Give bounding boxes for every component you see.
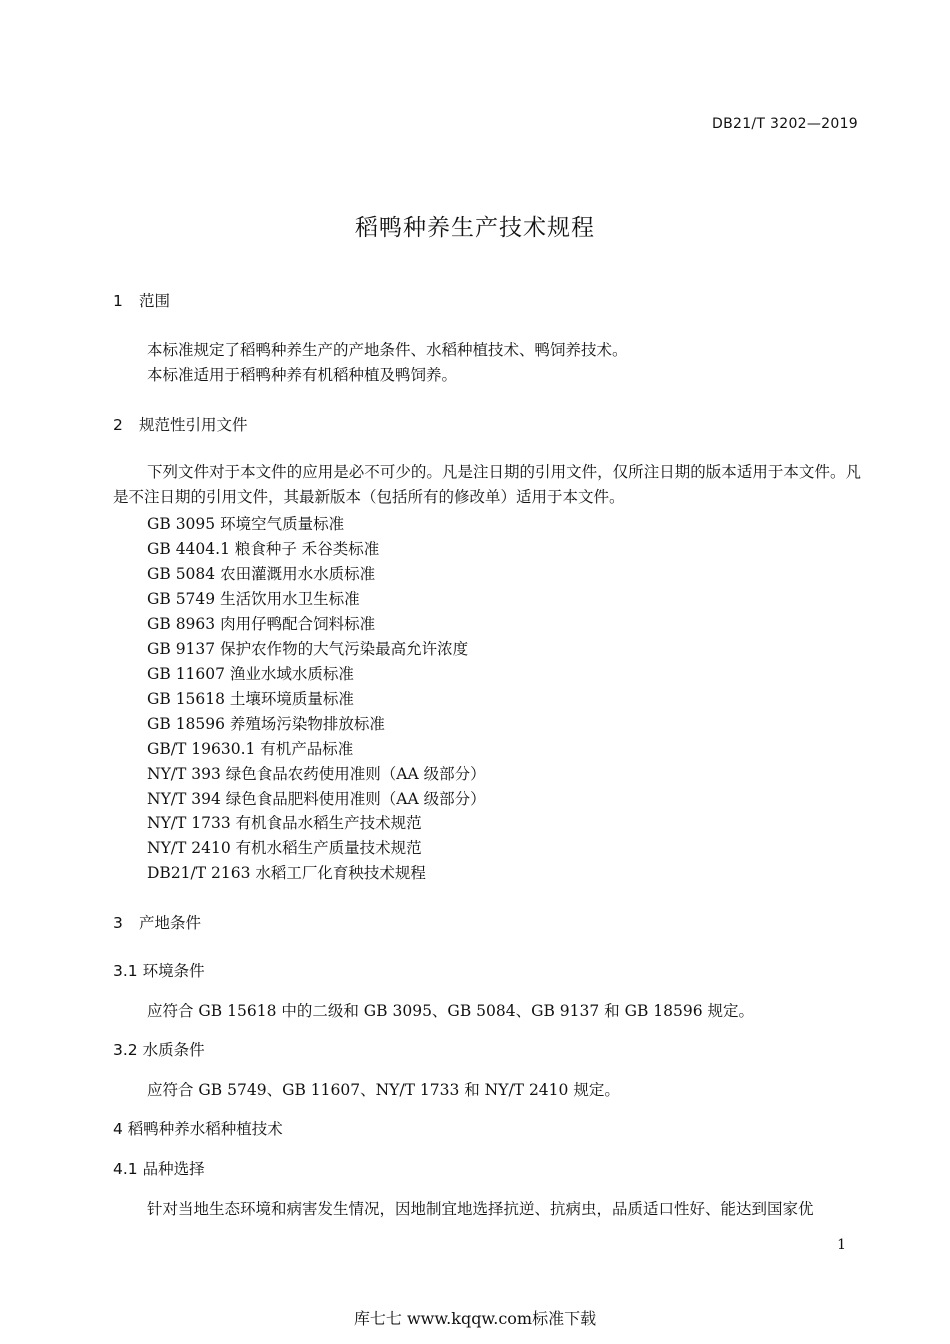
reference-item: NY/T 393 绿色食品农药使用准则（AA 级部分） [147,765,486,783]
paragraph: 本标准规定了稻鸭种养生产的产地条件、水稻种植技术、鸭饲养技术。 [147,341,628,359]
subsection-3-1-heading: 3.1 环境条件 [113,962,205,980]
reference-item: GB 5084 农田灌溉用水水质标准 [147,565,376,583]
section-number: 1 [113,292,123,310]
reference-item: GB 3095 环境空气质量标准 [147,515,345,533]
section-1-heading [113,289,170,311]
section-title: 范围 [139,292,171,310]
section-number: 2 [113,416,123,434]
footer-watermark: 库七七 www.kqqw.com标准下载 [353,1309,597,1328]
reference-item: GB 18596 养殖场污染物排放标准 [147,715,385,733]
section-title: 产地条件 [139,914,202,932]
reference-item: GB 4404.1 粮食种子 禾谷类标准 [147,540,380,558]
standard-code: DB21/T 3202—2019 [712,116,858,132]
reference-item: NY/T 2410 有机水稻生产质量技术规范 [147,839,422,857]
reference-item: GB 15618 土壤环境质量标准 [147,690,354,708]
reference-item: NY/T 394 绿色食品肥料使用准则（AA 级部分） [147,790,486,808]
paragraph: 应符合 GB 15618 中的二级和 GB 3095、GB 5084、GB 9137 和 GB 18596 规定。 [147,1002,755,1020]
paragraph: 应符合 GB 5749、GB 11607、NY/T 1733 和 NY/T 2410 规定。 [147,1081,620,1099]
section-3-heading [113,911,201,933]
section-number: 3 [113,914,123,932]
document-title: 稻鸭种养生产技术规程 [355,215,595,241]
reference-item: GB 8963 肉用仔鸭配合饲料标准 [147,615,376,633]
paragraph: 本标准适用于稻鸭种养有机稻种植及鸭饲养。 [147,366,458,384]
reference-item: NY/T 1733 有机食品水稻生产技术规范 [147,814,422,832]
paragraph: 下列文件对于本文件的应用是必不可少的。凡是注日期的引用文件，仅所注日期的版本适用于本文件。凡是不注日期的引用文件，其最新版本（包括所有的修改单）适用于本文件。 [113,463,861,506]
section-title: 规范性引用文件 [139,416,248,434]
page-number: 1 [837,1237,846,1253]
subsection-4-1-heading: 4.1 品种选择 [113,1160,205,1178]
reference-item: GB 5749 生活饮用水卫生标准 [147,590,360,608]
section-2-heading [113,413,248,435]
reference-item: GB 9137 保护农作物的大气污染最高允许浓度 [147,640,469,658]
subsection-3-2-heading: 3.2 水质条件 [113,1041,205,1059]
reference-item: GB/T 19630.1 有机产品标准 [147,740,354,758]
reference-item: GB 11607 渔业水域水质标准 [147,665,354,683]
reference-item: DB21/T 2163 水稻工厂化育秧技术规程 [147,864,426,882]
section-4-heading: 4 稻鸭种养水稻种植技术 [113,1120,283,1138]
paragraph: 针对当地生态环境和病害发生情况，因地制宜地选择抗逆、抗病虫，品质适口性好、能达到国家优 [147,1200,814,1218]
